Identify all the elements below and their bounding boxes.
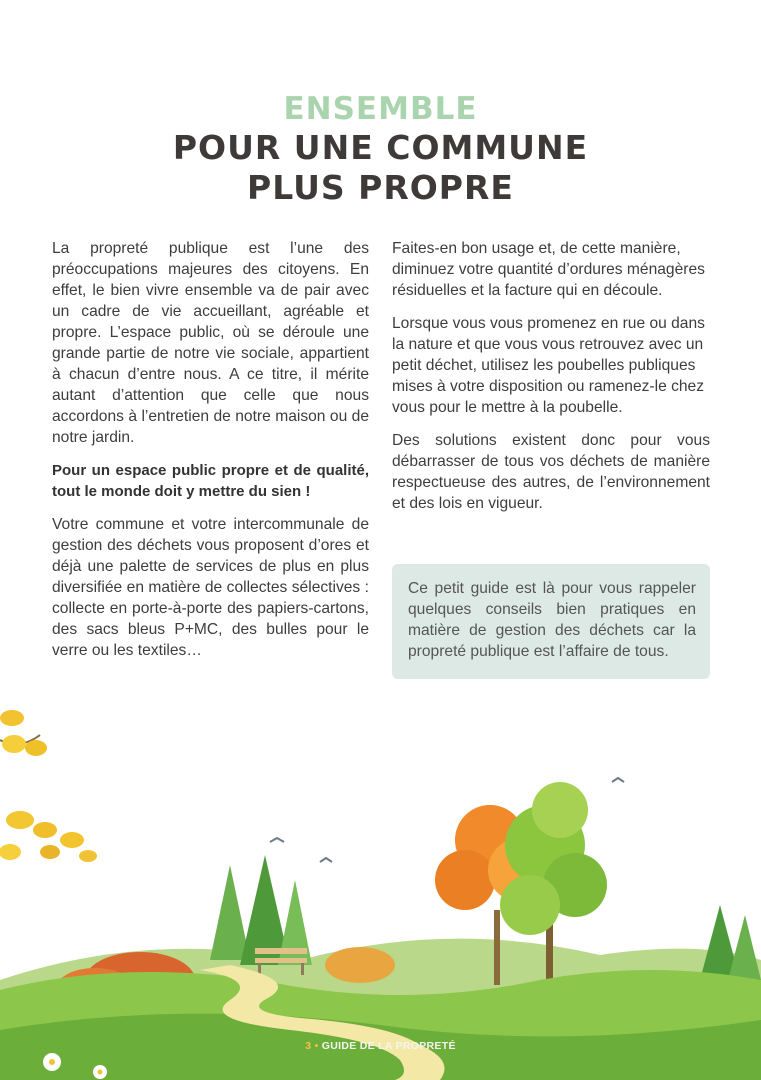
left-paragraph-1: La propreté publique est l’une des préoccupations majeures des citoyens. En effet, le bien vivre ensemble va de pair avec un cadre de vie accueillant, agréable et propre. L’espace public, où se déroule une grande partie de notre vie sociale, appartient à chacun d’entre nous. A ce titre, il mérite autant d’attention que celle que nous accordons à l’entretien de notre maison ou de notre jardin.: [52, 240, 369, 446]
right-paragraph-1: Faites-en bon usage et, de cette manière, diminuez votre quantité d’ordures ménagères résiduelles et la facture qui en découle.: [392, 240, 705, 299]
page-number: 3: [305, 1040, 312, 1052]
autumn-branch-illustration: [0, 710, 97, 862]
left-paragraph-2: Votre commune et votre intercommunale de gestion des déchets vous proposent d’ores et déjà une palette de services de plus en plus diversifiée en matière de collectes sélectives : collecte en porte-à-porte des papiers-cartons, des sacs bleus P+MC, des bulles pour le verre ou les textiles…: [52, 516, 369, 659]
page-footer: [0, 1040, 761, 1052]
right-paragraph-3: Des solutions existent donc pour vous débarrasser de tous vos déchets de manière respectueuse des autres, de l’environnement et des lois en vigueur.: [392, 432, 710, 512]
title-line-2: PLUS PROPRE: [247, 168, 514, 207]
title-accent: ENSEMBLE: [283, 91, 478, 127]
park-illustration: [0, 680, 761, 1080]
footer-separator: •: [314, 1040, 319, 1052]
footer-label: GUIDE DE LA PROPRETÉ: [321, 1040, 456, 1052]
right-paragraph-2: Lorsque vous vous promenez en rue ou dans la nature et que vous vous retrouvez avec un petit déchet, utilisez les poubelles publiques mises à votre disposition ou ramenez-le chez vous pour le mettre à la poubelle.: [392, 315, 705, 416]
left-column: [52, 238, 369, 673]
title-line-1: POUR UNE COMMUNE: [172, 128, 589, 167]
highlight-statement: Pour un espace public propre et de qualité, tout le monde doit y mettre du sien !: [52, 462, 369, 500]
right-column: [392, 238, 710, 526]
guide-callout: Ce petit guide est là pour vous rappeler quelques conseils bien pratiques en matière de gestion des déchets car la propreté publique est l’affaire de tous.: [392, 564, 710, 679]
page-title: [0, 90, 761, 208]
